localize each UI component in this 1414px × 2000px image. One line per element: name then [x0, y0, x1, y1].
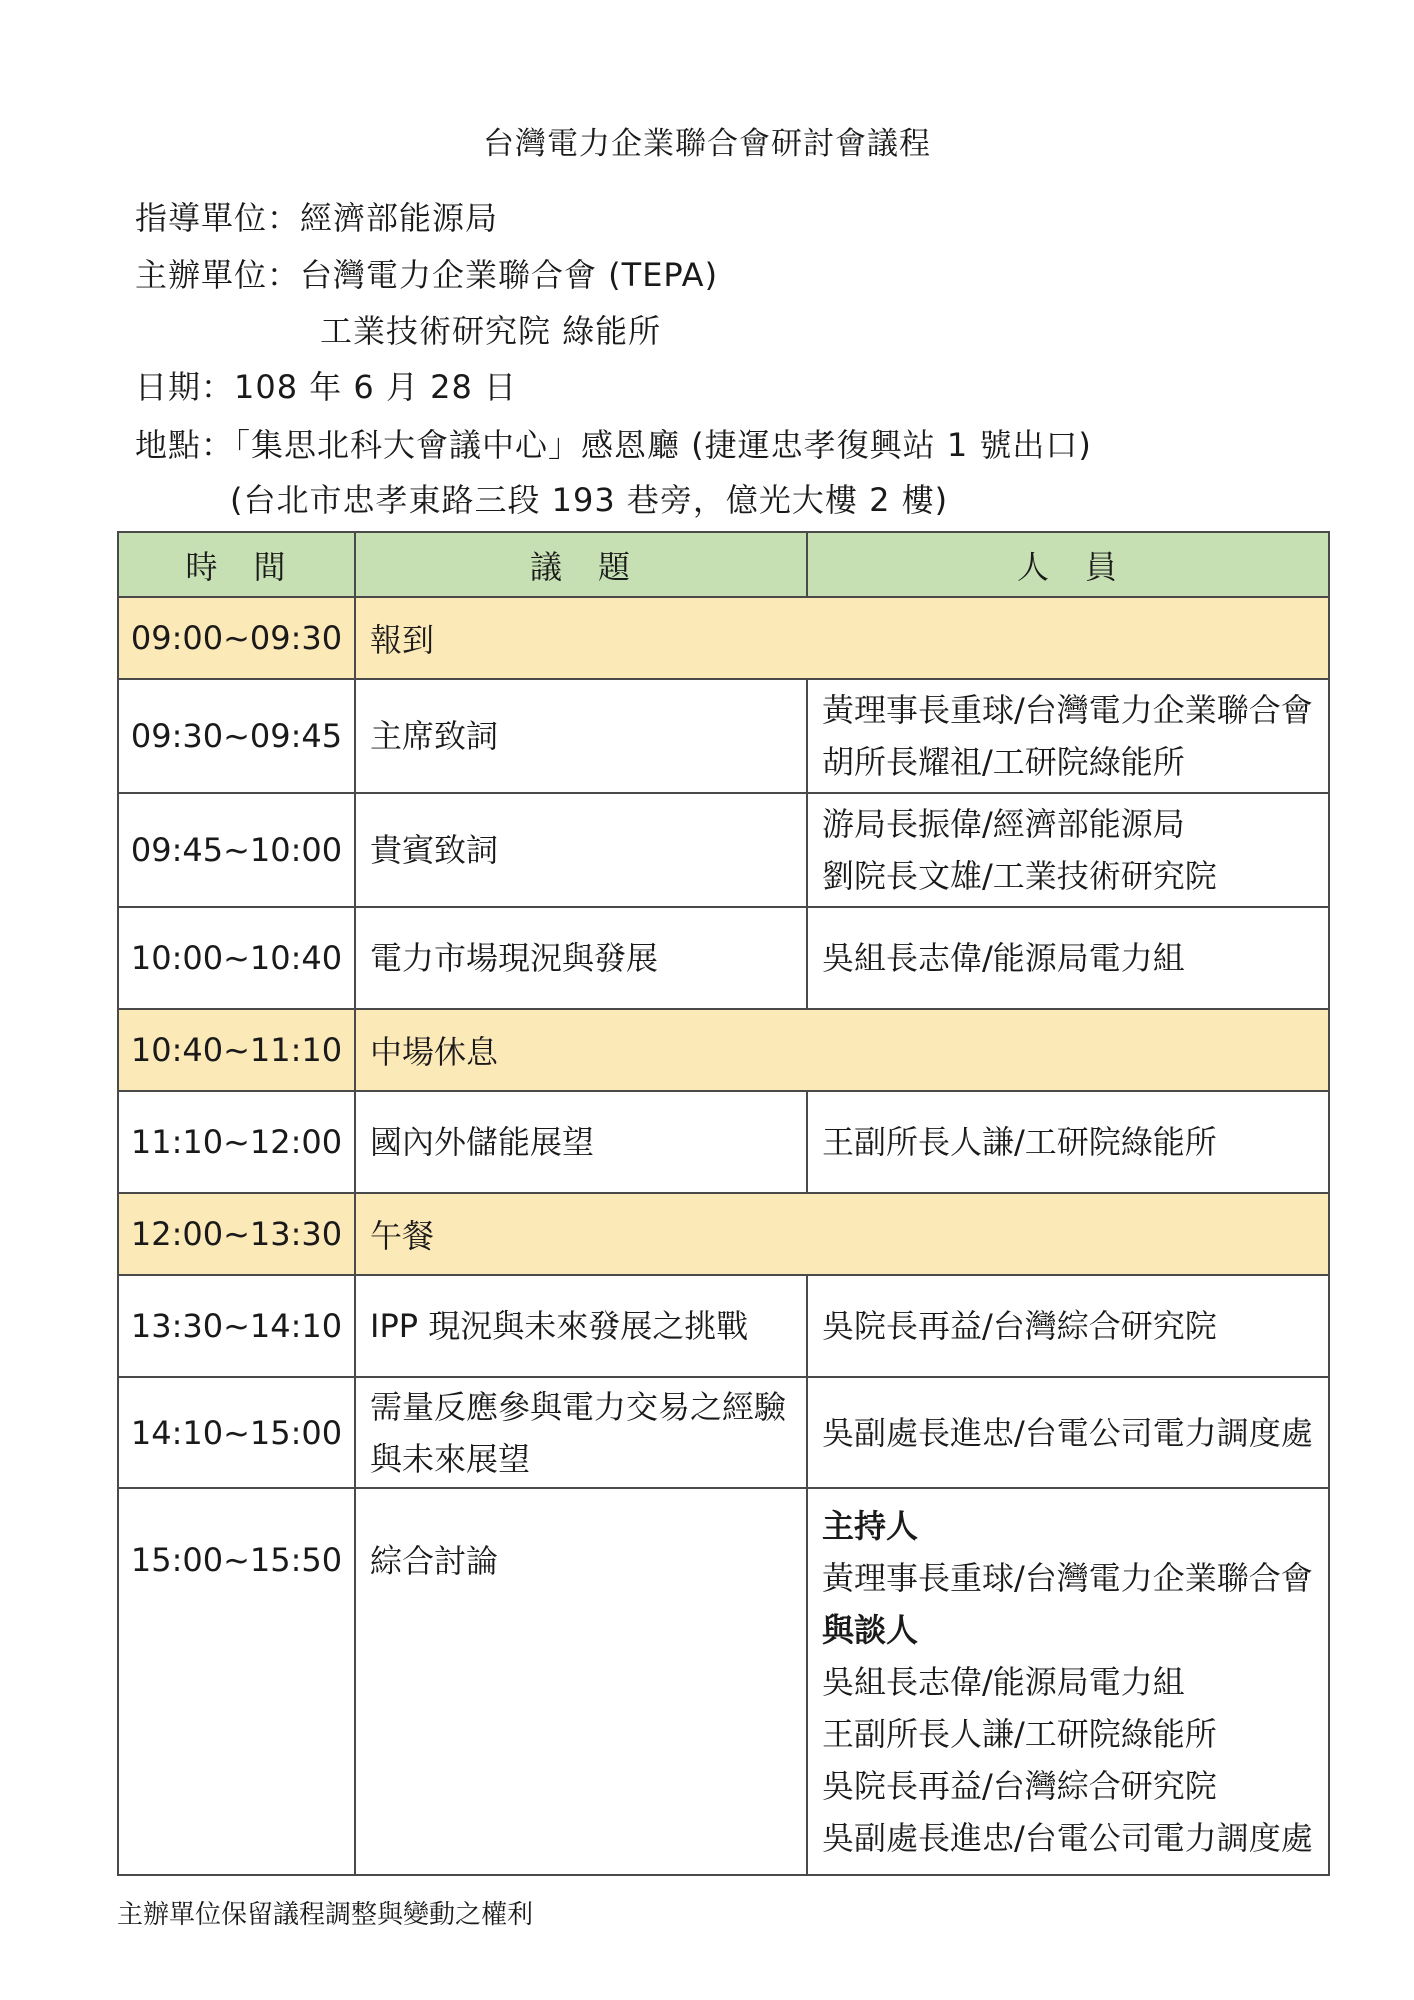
person: 劉院長文雄/工業技術研究院: [822, 857, 1217, 895]
person: 胡所長耀祖/工研院綠能所: [822, 743, 1185, 781]
person: 游局長振偉/經濟部能源局: [822, 805, 1185, 843]
table-row: [118, 597, 1329, 679]
table-row: [118, 1091, 1329, 1193]
row-time: 14:10~15:00: [118, 1377, 355, 1488]
row-topic: 電力市場現況與發展: [355, 907, 807, 1009]
table-row: [118, 793, 1329, 907]
row-time: 11:10~12:00: [118, 1091, 355, 1193]
table-row: [118, 907, 1329, 1009]
table-row: [118, 1193, 1329, 1275]
row-topic: 需量反應參與電力交易之經驗與未來展望: [355, 1377, 807, 1488]
row-topic: 報到: [355, 597, 1329, 679]
agenda-table: [117, 531, 1330, 1876]
event-venue: 地點：「集思北科大會議中心」感恩廳 (捷運忠孝復興站 1 號出口): [135, 426, 1092, 464]
table-header: [118, 532, 1329, 597]
moderator-label: 主持人: [822, 1506, 919, 1545]
table-row: [118, 1275, 1329, 1377]
guide-unit: 指導單位：經濟部能源局: [135, 199, 499, 237]
row-people: [807, 679, 1329, 793]
row-time: 10:00~10:40: [118, 907, 355, 1009]
page-title: 台灣電力企業聯合會研討會議程: [483, 126, 931, 162]
row-people: [807, 1091, 1329, 1193]
person: 吳副處長進忠/台電公司電力調度處: [822, 1413, 1313, 1452]
host-unit: 主辦單位：台灣電力企業聯合會 (TEPA): [135, 256, 719, 294]
row-people: [807, 1275, 1329, 1377]
table-row: [118, 679, 1329, 793]
row-people: [807, 1377, 1329, 1488]
table-row: [118, 1009, 1329, 1091]
header-people: 人 員: [807, 532, 1329, 597]
row-topic: IPP 現況與未來發展之挑戰: [355, 1275, 807, 1377]
table-row: [118, 1488, 1329, 1875]
row-time: 09:30~09:45: [118, 679, 355, 793]
person: 黃理事長重球/台灣電力企業聯合會: [822, 691, 1313, 729]
person: 吳副處長進忠/台電公司電力調度處: [822, 1818, 1313, 1857]
row-topic: 綜合討論: [355, 1488, 807, 1875]
person: 黃理事長重球/台灣電力企業聯合會: [822, 1558, 1313, 1597]
row-time: 09:00~09:30: [118, 597, 355, 679]
venue-address: (台北市忠孝東路三段 193 巷旁，億光大樓 2 樓): [230, 481, 949, 519]
table-row: [118, 1377, 1329, 1488]
person: 吳院長再益/台灣綜合研究院: [822, 1307, 1217, 1345]
person: 王副所長人謙/工研院綠能所: [822, 1714, 1217, 1753]
row-time: 10:40~11:10: [118, 1009, 355, 1091]
person: 吳院長再益/台灣綜合研究院: [822, 1766, 1217, 1805]
row-topic: 午餐: [355, 1193, 1329, 1275]
row-time: 12:00~13:30: [118, 1193, 355, 1275]
row-time: 15:00~15:50: [118, 1488, 355, 1875]
person: 王副所長人謙/工研院綠能所: [822, 1123, 1217, 1161]
row-people: [807, 793, 1329, 907]
event-date: 日期：108 年 6 月 28 日: [135, 368, 518, 406]
host-unit-2: 工業技術研究院 綠能所: [320, 312, 662, 350]
row-people: [807, 1488, 1329, 1875]
row-topic: 主席致詞: [355, 679, 807, 793]
footnote: 主辦單位保留議程調整與變動之權利: [117, 1900, 534, 1930]
row-time: 13:30~14:10: [118, 1275, 355, 1377]
header-time: 時 間: [118, 532, 355, 597]
person: 吳組長志偉/能源局電力組: [822, 1662, 1185, 1701]
row-topic: 中場休息: [355, 1009, 1329, 1091]
header-topic: 議 題: [355, 532, 807, 597]
person: 吳組長志偉/能源局電力組: [822, 939, 1185, 977]
row-topic: 貴賓致詞: [355, 793, 807, 907]
row-topic: 國內外儲能展望: [355, 1091, 807, 1193]
row-time: 09:45~10:00: [118, 793, 355, 907]
row-people: [807, 907, 1329, 1009]
panel-label: 與談人: [822, 1610, 919, 1649]
